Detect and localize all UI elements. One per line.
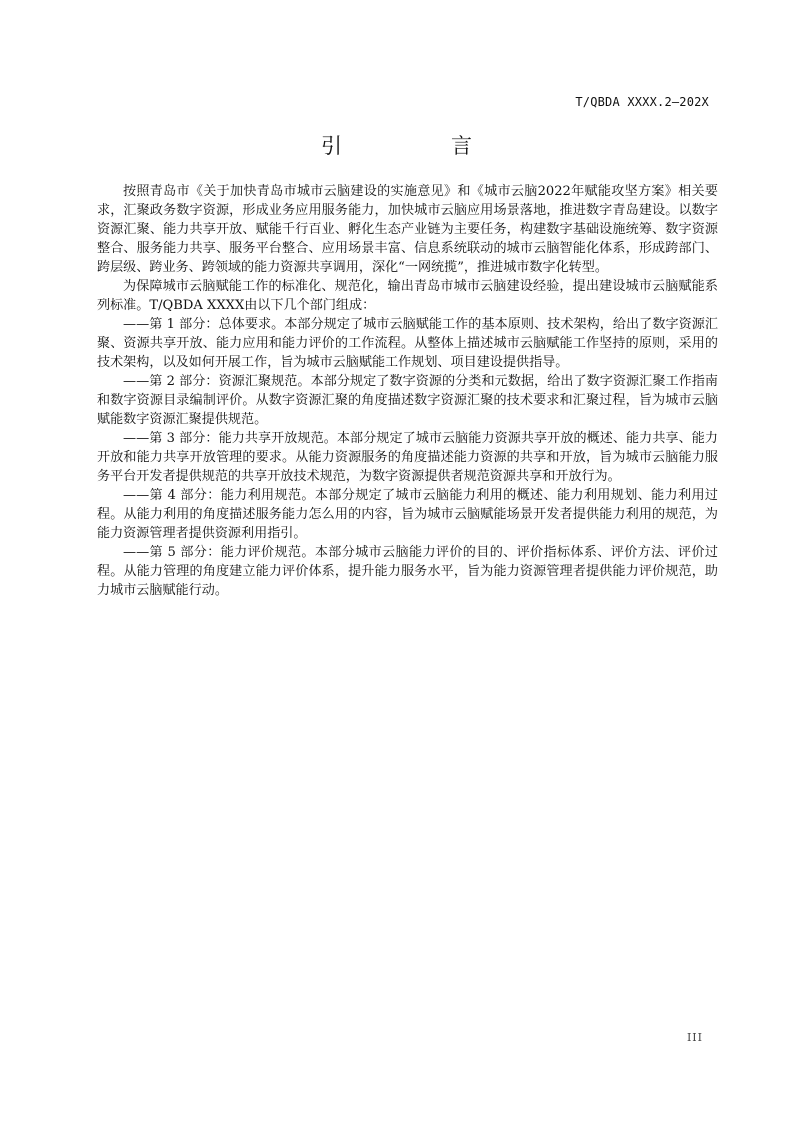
body-text [97,182,718,600]
paragraph-part-5: ——第 5 部分：能力评价规范。本部分城市云脑能力评价的目的、评价指标体系、评价方法、评价过程。从能力管理的角度建立能力评价体系，提升能力服务水平，旨为能力资源管理者提供能力评价规范，助力城市云脑赋能行动。 [97,545,718,598]
paragraph-part-2: ——第 2 部分：资源汇聚规范。本部分规定了数字资源的分类和元数据，给出了数字资源汇聚工作指南和数字资源目录编制评价。从数字资源汇聚的角度描述数字资源汇聚的技术要求和汇聚过程，旨为城市云脑赋能数字资源汇聚提供规范。 [97,374,718,427]
paragraph-part-1: ——第 1 部分：总体要求。本部分规定了城市云脑赋能工作的基本原则、技术架构，给出了数字资源汇聚、资源共享开放、能力应用和能力评价的工作流程。从整体上描述城市云脑赋能工作坚持的原则，采用的技术架构，以及如何开展工作，旨为城市云脑赋能工作规划、项目建设提供指导。 [97,317,718,370]
paragraph-part-4: ——第 4 部分：能力利用规范。本部分规定了城市云脑能力利用的概述、能力利用规划、能力利用过程。从能力利用的角度描述服务能力怎么用的内容，旨为城市云脑赋能场景开发者提供能力利用的规范，为能力资源管理者提供资源利用指引。 [97,488,718,541]
paragraph-intro: 按照青岛市《关于加快青岛市城市云脑建设的实施意见》和《城市云脑2022年赋能攻坚方案》相关要求，汇聚政务数字资源，形成业务应用服务能力，加快城市云脑应用场景落地，推进数字青岛建设。以数字资源汇聚、能力共享开放、赋能千行百业、孵化生态产业链为主要任务，构建数字基础设施统筹、数字资源整合、服务能力共享、服务平台整合、应用场景丰富、信息系统联动的城市云脑智能化体系，形成跨部门、跨层级、跨业务、跨领域的能力资源共享调用，深化“一网统揽”，推进城市数字化转型。 [97,184,718,275]
paragraph-part-3: ——第 3 部分：能力共享开放规范。本部分规定了城市云脑能力资源共享开放的概述、能力共享、能力开放和能力共享开放管理的要求。从能力资源服务的角度描述能力资源的共享和开放，旨为城市云脑能力服务平台开发者提供规范的共享开放技术规范，为数字资源提供者规范资源共享和开放行为。 [97,431,718,484]
document-code: T/QBDA XXXX.2—202X [575,95,709,109]
page-number: III [686,1031,703,1044]
page-title: 引 言 [321,134,516,158]
paragraph-purpose: 为保障城市云脑赋能工作的标准化、规范化，输出青岛市城市云脑建设经验，提出建设城市云脑赋能系列标准。T/QBDA XXXX由以下几个部门组成： [97,279,718,313]
